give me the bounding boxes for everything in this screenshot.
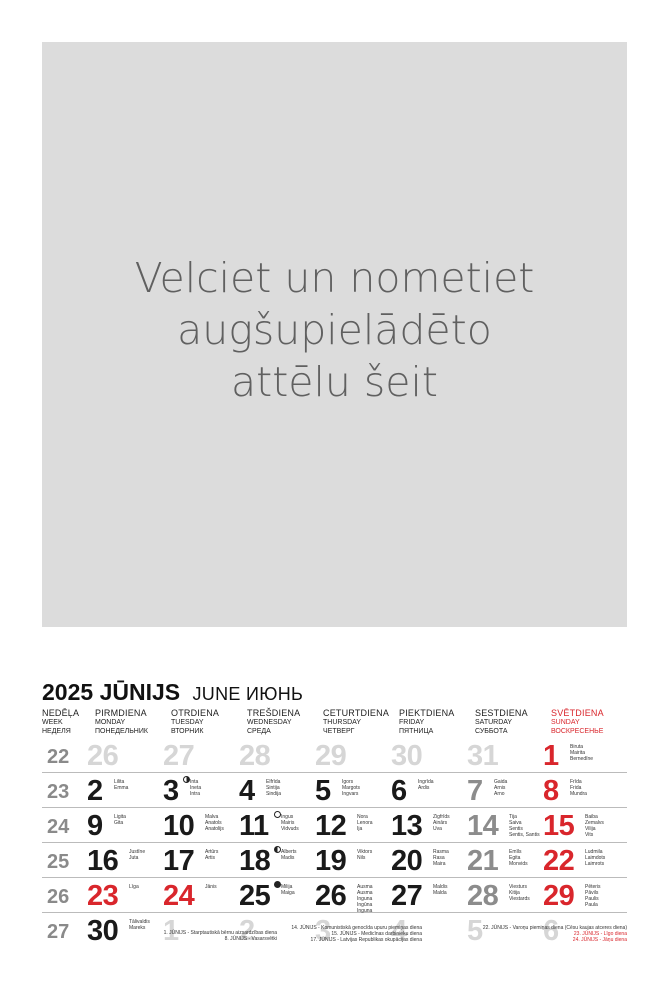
calendar [42, 679, 627, 947]
header-label: ЧЕТВЕРГ [323, 728, 355, 735]
day-cell [391, 738, 467, 772]
name-day: Egita [509, 855, 521, 861]
day-number: 14 [467, 810, 499, 842]
day-number: 4 [239, 775, 255, 807]
day-number: 26 [315, 880, 347, 912]
day-number: 27 [163, 740, 195, 772]
name-day: Maldis [433, 884, 448, 890]
day-number: 30 [391, 740, 423, 772]
note-line: 1. JŪNIJS - Starptautiskā bērnu aizsardzības diena [163, 930, 277, 936]
header-label: NEDĒĻA [42, 708, 80, 718]
day-number: 26 [87, 740, 119, 772]
header-label: TUESDAY [171, 719, 204, 726]
holiday-notes-2 [242, 925, 422, 943]
moon-phase-icon [274, 881, 281, 888]
name-day: Malda [433, 890, 447, 896]
day-cell [467, 808, 543, 842]
name-day: Arnis [494, 785, 506, 791]
name-day: Vidvuds [281, 826, 299, 832]
day-cell [315, 773, 391, 807]
name-day: Tālivaldis [129, 919, 150, 925]
name-day: Ludmila [585, 849, 603, 855]
header-label: ВТОРНИК [171, 728, 204, 735]
name-days [585, 849, 605, 867]
day-number: 5 [315, 775, 331, 807]
name-day: Viesturs [509, 884, 527, 890]
name-days [129, 849, 145, 861]
name-days [205, 849, 218, 861]
name-days [570, 779, 587, 797]
day-number: 29 [543, 880, 575, 912]
day-number: 18 [239, 845, 271, 877]
name-day: Ausma [357, 884, 373, 890]
name-days [433, 884, 447, 896]
day-number: 6 [543, 915, 559, 947]
name-day: Uva [433, 826, 442, 832]
header-col [247, 708, 300, 736]
name-day: Madis [281, 855, 295, 861]
name-day: Paula [585, 902, 598, 908]
header-col [171, 708, 219, 736]
name-day: Ingvars [342, 791, 359, 797]
header-label: СРЕДА [247, 728, 271, 735]
name-days [418, 779, 434, 791]
header-col [399, 708, 455, 736]
calendar-title [42, 680, 627, 706]
header-label: PIRMDIENA [95, 708, 147, 718]
name-days [114, 779, 128, 791]
name-day: Maiga [281, 890, 295, 896]
name-day: Arno [494, 791, 505, 797]
day-cell [87, 738, 163, 772]
name-day: Ija [357, 826, 363, 832]
name-day: Baiba [585, 814, 598, 820]
name-days [205, 884, 217, 890]
header-label: THURSDAY [323, 719, 361, 726]
header-label: MONDAY [95, 719, 126, 726]
name-day: Sentis [509, 826, 523, 832]
name-day: Alberts [281, 849, 297, 855]
drop-text-line-3: attēlu šeit [231, 357, 438, 406]
name-day: Inta [190, 779, 199, 785]
header-label: ВОСКРЕСЕНЬЕ [551, 728, 604, 735]
name-day: Emma [114, 785, 129, 791]
name-day: Ingrīda [418, 779, 434, 785]
day-number: 24 [163, 880, 195, 912]
name-day: Sintija [266, 785, 280, 791]
moon-phase-icon [274, 846, 281, 853]
day-cell [163, 738, 239, 772]
name-days [190, 779, 201, 797]
note-line: 23. JŪNIJS - Līgo diena [573, 931, 627, 937]
name-day: Ardis [418, 785, 430, 791]
week-number: 25 [47, 851, 70, 873]
name-days [357, 884, 373, 914]
day-number: 22 [543, 845, 575, 877]
day-number: 4 [391, 915, 407, 947]
name-day: Elfrīda [266, 779, 281, 785]
header-label: SUNDAY [551, 719, 580, 726]
name-days [509, 814, 540, 838]
day-number: 2 [87, 775, 103, 807]
day-number: 5 [467, 915, 483, 947]
name-day: Zigfrīds [433, 814, 450, 820]
name-days [357, 849, 372, 861]
drop-text-line-1: Velciet un nometiet [134, 253, 535, 302]
month-other: JUNE ИЮНЬ [192, 684, 304, 704]
day-cell [163, 773, 239, 807]
day-number: 19 [315, 845, 347, 877]
name-day: Ausma [357, 890, 373, 896]
day-cell [543, 808, 619, 842]
name-day: Artūrs [205, 849, 219, 855]
note-line: 14. JŪNIJS - Komunistiskā genocīda upuru piemiņas diena [291, 925, 422, 931]
name-days [433, 849, 449, 867]
name-days [585, 884, 601, 908]
weekday-header [42, 708, 627, 740]
week-row [42, 843, 627, 878]
name-day: Frīda [570, 779, 582, 785]
name-day: Bernedīne [570, 756, 594, 762]
week-row [42, 738, 627, 773]
day-cell [163, 878, 239, 912]
header-label: СУББОТА [475, 728, 508, 735]
header-label: TREŠDIENA [247, 708, 301, 718]
header-label: WEEK [42, 719, 63, 726]
header-label: SVĒTDIENA [551, 708, 604, 718]
day-number: 23 [87, 880, 119, 912]
day-number: 17 [163, 845, 195, 877]
name-day: Emīls [509, 849, 522, 855]
name-day: Rasma [433, 849, 449, 855]
name-days [357, 814, 373, 832]
note-line: 24. JŪNIJS - Jāņu diena [572, 937, 627, 943]
day-cell [239, 878, 315, 912]
day-cell [315, 843, 391, 877]
name-days [281, 814, 299, 832]
name-day: Rasa [433, 855, 445, 861]
day-number: 1 [163, 915, 179, 947]
name-days [281, 884, 295, 896]
day-number: 12 [315, 810, 347, 842]
year: 2025 [42, 679, 94, 705]
week-number: 27 [47, 921, 70, 943]
name-day: Biruta [570, 744, 584, 750]
day-cell [315, 878, 391, 912]
name-day: Kitija [509, 890, 520, 896]
header-col [551, 708, 604, 736]
day-cell [239, 738, 315, 772]
name-day: Nils [357, 855, 366, 861]
name-day: Sindija [266, 791, 282, 797]
name-day: Ligita [114, 814, 126, 820]
name-day: Nora [357, 814, 368, 820]
name-day: Intra [190, 791, 201, 797]
name-day: Mairita [570, 750, 586, 756]
name-days [585, 814, 604, 838]
day-cell [467, 738, 543, 772]
name-day: Jānis [205, 884, 217, 890]
name-day: Mairis [281, 820, 295, 826]
name-day: Anatolijs [205, 826, 224, 832]
day-cell [391, 843, 467, 877]
photo-drop-zone[interactable] [42, 42, 627, 627]
name-day: Ainārs [433, 820, 448, 826]
name-day: Milija [281, 884, 293, 890]
name-days [570, 744, 593, 762]
drop-zone-text [105, 252, 565, 408]
name-day: Frida [570, 785, 582, 791]
note-line: 8. JŪNIJS - Vasarsvētki [224, 936, 277, 942]
week-row [42, 773, 627, 808]
day-cell [543, 738, 619, 772]
name-day: Līga [129, 884, 139, 890]
day-cell [543, 773, 619, 807]
name-day: Ingus [281, 814, 294, 820]
day-number: 6 [391, 775, 407, 807]
name-day: Ineta [190, 785, 202, 791]
name-day: Lenora [357, 820, 373, 826]
name-days [342, 779, 360, 797]
name-day: Lilita [114, 779, 125, 785]
day-number: 21 [467, 845, 499, 877]
name-day: Vits [585, 832, 594, 838]
day-number: 25 [239, 880, 271, 912]
day-cell [163, 843, 239, 877]
name-days [509, 884, 530, 902]
day-number: 28 [467, 880, 499, 912]
day-number: 29 [315, 740, 347, 772]
header-col [95, 708, 148, 736]
week-number: 23 [47, 781, 70, 803]
name-days [266, 779, 281, 797]
header-label: OTRDIENA [171, 708, 220, 718]
name-day: Viestards [509, 896, 530, 902]
name-day: Malva [205, 814, 219, 820]
header-label: CETURTDIENA [323, 708, 390, 718]
day-number: 3 [163, 775, 179, 807]
day-cell [467, 843, 543, 877]
day-number: 8 [543, 775, 559, 807]
header-label: НЕДЕЛЯ [42, 728, 71, 735]
day-number: 16 [87, 845, 119, 877]
name-day: Anatols [205, 820, 222, 826]
day-cell [315, 808, 391, 842]
week-number: 22 [47, 746, 70, 768]
moon-phase-icon [274, 811, 281, 818]
calendar-grid [42, 738, 627, 947]
week-row [42, 878, 627, 913]
name-day: Margots [342, 785, 361, 791]
name-day: Zemalvs [585, 820, 604, 826]
day-number: 3 [315, 915, 331, 947]
name-day: Paulis [585, 896, 599, 902]
day-number: 2 [239, 915, 255, 947]
week-number: 24 [47, 816, 70, 838]
name-day: Laimdots [585, 855, 606, 861]
day-number: 1 [543, 740, 559, 772]
name-day: Juta [129, 855, 139, 861]
name-day: Laimrots [585, 861, 605, 867]
day-number: 30 [87, 915, 119, 947]
name-days [433, 814, 450, 832]
name-day: Tija [509, 814, 517, 820]
holiday-notes-3 [427, 925, 627, 943]
name-day: Igors [342, 779, 354, 785]
header-label: PIEKTDIENA [399, 708, 455, 718]
day-cell [391, 773, 467, 807]
name-day: Monvids [509, 861, 528, 867]
header-label: ПЯТНИЦА [399, 728, 434, 735]
day-cell [87, 843, 163, 877]
name-day: Gita [114, 820, 124, 826]
name-days [509, 849, 528, 867]
day-cell [87, 878, 163, 912]
header-col [42, 708, 79, 736]
month-lv: JŪNIJS [99, 679, 181, 705]
day-cell [239, 808, 315, 842]
day-cell [163, 808, 239, 842]
header-label: ПОНЕДЕЛЬНИК [95, 728, 148, 735]
name-day: Mundra [570, 791, 587, 797]
name-days [205, 814, 224, 832]
day-cell [467, 773, 543, 807]
name-day: Gaida [494, 779, 508, 785]
week-row [42, 808, 627, 843]
day-number: 15 [543, 810, 575, 842]
header-col [475, 708, 528, 736]
name-days [129, 884, 139, 890]
day-number: 9 [87, 810, 103, 842]
day-number: 31 [467, 740, 499, 772]
day-number: 7 [467, 775, 483, 807]
drop-text-line-2: augšupielādēto [177, 305, 492, 354]
note-line: 22. JŪNIJS - Varoņu piemiņas diena (Cēsu kaujas atceres diena) [482, 925, 627, 931]
name-day: Viktors [357, 849, 373, 855]
name-day: Maira [433, 861, 446, 867]
day-number: 20 [391, 845, 423, 877]
note-line: 15. JŪNIJS - Medicīnas darbinieku diena [331, 931, 422, 937]
day-cell [391, 878, 467, 912]
name-days [494, 779, 507, 797]
day-number: 10 [163, 810, 195, 842]
name-day: Inguna [357, 908, 373, 914]
day-cell [87, 808, 163, 842]
day-cell [315, 738, 391, 772]
name-day: Inguna [357, 896, 373, 902]
day-cell [467, 878, 543, 912]
header-label: SESTDIENA [475, 708, 528, 718]
name-day: Artis [205, 855, 215, 861]
day-number: 27 [391, 880, 423, 912]
name-days [281, 849, 297, 861]
note-line: 17. JŪNIJS - Latvijas Republikas okupācijas diena [310, 937, 422, 943]
name-day: Sentis, Santis [509, 832, 540, 838]
name-day: Pēteris [585, 884, 601, 890]
name-day: Pāvils [585, 890, 599, 896]
day-cell [239, 843, 315, 877]
day-cell [239, 773, 315, 807]
name-day: Ingūna [357, 902, 373, 908]
name-day: Mareks [129, 925, 146, 931]
week-number: 26 [47, 886, 70, 908]
day-cell [543, 878, 619, 912]
day-number: 28 [239, 740, 271, 772]
name-day: Vilija [585, 826, 596, 832]
header-label: WEDNESDAY [247, 719, 292, 726]
day-cell [391, 808, 467, 842]
header-label: FRIDAY [399, 719, 425, 726]
day-cell [543, 843, 619, 877]
day-number: 13 [391, 810, 423, 842]
day-cell [87, 773, 163, 807]
day-number: 11 [239, 810, 269, 842]
name-day: Saiva [509, 820, 522, 826]
moon-phase-icon [183, 776, 190, 783]
header-label: SATURDAY [475, 719, 513, 726]
name-day: Justīne [129, 849, 146, 855]
header-col [323, 708, 389, 736]
name-days [114, 814, 126, 826]
